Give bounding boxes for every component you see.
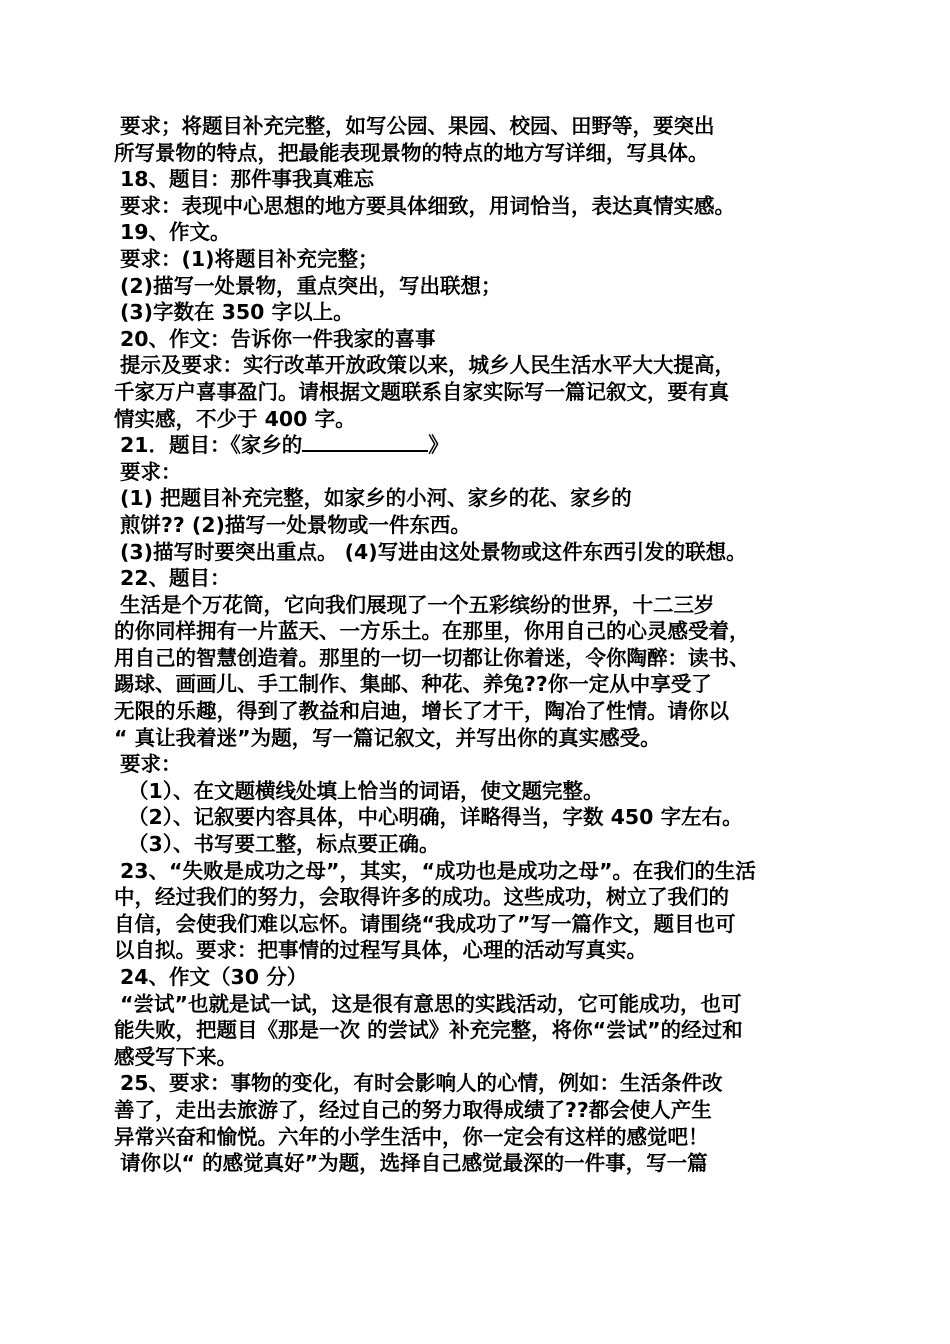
text-line: 千家万户喜事盈门。请根据文题联系自家实际写一篇记叙文，要有真 — [114, 379, 729, 404]
title-line-with-blank — [114, 432, 844, 459]
text-line: 19、作文。 — [120, 220, 231, 245]
text-line: 22、题目： — [120, 566, 231, 591]
text-line: 情实感，不少于 400 字。 — [114, 406, 356, 431]
text-line: 异常兴奋和愉悦。六年的小学生活中，你一定会有这样的感觉吧！ — [114, 1124, 709, 1149]
text-line: 请你以“ 的感觉真好”为题，选择自己感觉最深的一件事，写一篇 — [120, 1151, 708, 1176]
text-line: （2）、记叙要内容具体，中心明确，详略得当，字数 450 字左右。 — [128, 805, 743, 830]
text-line: (2)描写一处景物，重点突出，写出联想； — [120, 273, 502, 298]
text-line: “ 真让我着迷”为题，写一篇记叙文，并写出你的真实感受。 — [114, 725, 661, 750]
text-line: 18、题目：那件事我真难忘 — [120, 167, 375, 192]
text-line: 用自己的智慧创造着。那里的一切一切都让你着迷，令你陶醉：读书、 — [114, 645, 750, 670]
text-line: 所写景物的特点，把最能表现景物的特点的地方写详细，写具体。 — [114, 140, 709, 165]
text-line: 感受写下来。 — [114, 1044, 237, 1069]
text-line: 无限的乐趣，得到了教益和启迪，增长了才干，陶冶了性情。请你以 — [114, 699, 729, 724]
text-line: 23、“失败是成功之母”，其实，“成功也是成功之母”。在我们的生活 — [120, 858, 756, 883]
text-line: 煎饼?? (2)描写一处景物或一件东西。 — [120, 512, 471, 537]
text-line: 要求： — [120, 459, 182, 484]
title-suffix: 》 — [428, 433, 449, 458]
text-line: 20、作文：告诉你一件我家的喜事 — [120, 326, 436, 351]
text-line: 中，经过我们的努力，会取得许多的成功。这些成功，树立了我们的 — [114, 885, 729, 910]
document-body — [114, 113, 844, 1177]
fill-in-blank — [302, 432, 428, 452]
text-line: (3)字数在 350 字以上。 — [120, 300, 354, 325]
text-line: 生活是个万花筒，它向我们展现了一个五彩缤纷的世界，十二三岁 — [120, 592, 715, 617]
text-line: 以自拟。要求：把事情的过程写具体，心理的活动写真实。 — [114, 938, 647, 963]
text-line: 要求： — [120, 752, 182, 777]
text-line: 要求：表现中心思想的地方要具体细致，用词恰当，表达真情实感。 — [120, 193, 735, 218]
text-line: (1) 把题目补充完整，如家乡的小河、家乡的花、家乡的 — [120, 486, 632, 511]
text-line: （1）、在文题横线处填上恰当的词语，使文题完整。 — [128, 778, 604, 803]
text-line: 能失败，把题目《那是一次 的尝试》补充完整，将你“尝试”的经过和 — [114, 1018, 743, 1043]
text-line: 自信，会使我们难以忘怀。请围绕“我成功了”写一篇作文，题目也可 — [114, 911, 736, 936]
text-line: 善了，走出去旅游了，经过自己的努力取得成绩了??都会使人产生 — [114, 1097, 712, 1122]
text-line: （3）、书写要工整，标点要正确。 — [128, 832, 440, 857]
text-line: “尝试”也就是试一试，这是很有意思的实践活动，它可能成功，也可 — [120, 991, 742, 1016]
text-line: 的你同样拥有一片蓝天、一方乐土。在那里，你用自己的心灵感受着， — [114, 619, 750, 644]
text-line: 要求；将题目补充完整，如写公园、果园、校园、田野等，要突出 — [120, 114, 715, 138]
text-line: 提示及要求：实行改革开放政策以来，城乡人民生活水平大大提高， — [120, 353, 735, 378]
title-prefix: 21．题目：《家乡的 — [120, 433, 303, 458]
text-line: (3)描写时要突出重点。 (4)写进由这处景物或这件东西引发的联想。 — [120, 539, 747, 564]
text-line: 24、作文（30 分） — [120, 965, 308, 989]
text-line: 踢球、画画儿、手工制作、集邮、种花、养兔??你一定从中享受了 — [114, 672, 712, 697]
text-line: 要求：(1)将题目补充完整； — [120, 246, 379, 271]
text-line: 25、要求：事物的变化，有时会影响人的心情，例如：生活条件改 — [120, 1071, 723, 1096]
